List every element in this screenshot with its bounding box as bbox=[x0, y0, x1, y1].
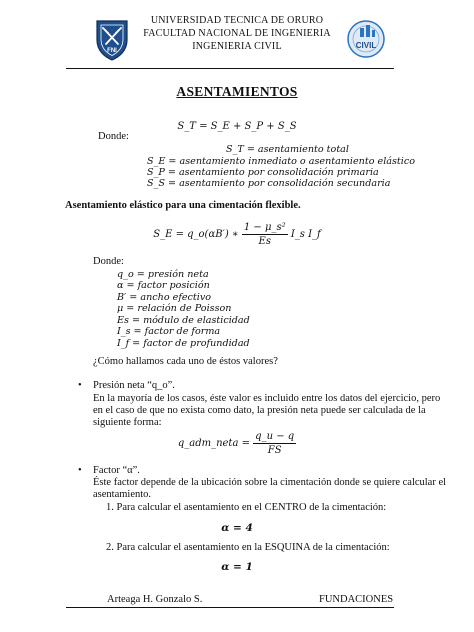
equation-total-settlement: S_T = S_E + S_P + S_S bbox=[177, 121, 297, 132]
header-divider bbox=[66, 68, 394, 69]
equation-alpha-corner: α = 1 bbox=[221, 561, 253, 573]
eq-net-fraction bbox=[253, 431, 296, 456]
bullet-body-line: Éste factor depende de la ubicación sobre la cimentación donde se quiere calcular el bbox=[93, 477, 447, 488]
definition-item: I_s = factor de forma bbox=[117, 326, 221, 337]
bullet-dot: • bbox=[78, 380, 82, 391]
civil-engineering-logo bbox=[346, 18, 386, 60]
bullet-dot: • bbox=[78, 465, 82, 476]
donde-label-1: Donde: bbox=[98, 131, 129, 142]
question-text: ¿Cómo hallamos cada uno de éstos valores? bbox=[93, 356, 278, 367]
bullet-body-line: en el caso de que no exista como dato, la presión neta puede ser calculada de la bbox=[93, 405, 426, 416]
definition-item: S_S = asentamiento por consolidación secundaria bbox=[147, 178, 391, 189]
eq-net-denominator: FS bbox=[267, 445, 282, 456]
eq-elastic-fraction bbox=[242, 222, 288, 247]
eq-elastic-right: I_s I_f bbox=[290, 229, 321, 240]
faculty-name: FACULTAD NACIONAL DE INGENIERIA bbox=[143, 28, 331, 39]
footer-course: FUNDACIONES bbox=[319, 594, 394, 605]
fni-logo-text: FNI bbox=[107, 48, 117, 54]
eq-elastic-denominator: Es bbox=[258, 236, 271, 247]
bullet-title: Factor “α”. bbox=[93, 465, 140, 476]
definition-item: α = factor posición bbox=[117, 280, 210, 291]
bullet-body-line: siguiente forma: bbox=[93, 417, 162, 428]
bullet-body-line: En la mayoría de los casos, éste valor es incluido entre los datos del ejercicio, pero bbox=[93, 393, 441, 404]
footer-author: Arteaga H. Gonzalo S. bbox=[107, 594, 203, 605]
definition-item: q_o = presión neta bbox=[117, 269, 209, 280]
eq-elastic-numerator: 1 − μ_s² bbox=[243, 222, 286, 233]
definition-item: Es = módulo de elasticidad bbox=[117, 315, 250, 326]
bullet-title: Presión neta “q_o”. bbox=[93, 380, 175, 391]
equation-net-pressure bbox=[0, 431, 474, 456]
footer-divider bbox=[66, 607, 394, 608]
numbered-item-2: 2. Para calcular el asentamiento en la ESQUINA de la cimentación: bbox=[106, 542, 390, 553]
numbered-item-1: 1. Para calcular el asentamiento en el CENTRO de la cimentación: bbox=[106, 502, 387, 513]
civil-logo-text: CIVIL bbox=[355, 41, 377, 50]
definition-item: S_P = asentamiento por consolidación primaria bbox=[147, 167, 379, 178]
eq-net-left: q_adm_neta = bbox=[177, 438, 250, 449]
definition-item: B′ = ancho efectivo bbox=[117, 292, 212, 303]
eq-elastic-left: S_E = q_o(αB′) ∗ bbox=[153, 229, 239, 240]
page-title: ASENTAMIENTOS bbox=[176, 84, 298, 99]
equation-alpha-center: α = 4 bbox=[221, 522, 253, 534]
donde-label-2: Donde: bbox=[93, 256, 124, 267]
career-name: INGENIERIA CIVIL bbox=[192, 41, 282, 52]
definition-item: S_E = asentamiento inmediato o asentamiento elástico bbox=[147, 156, 415, 167]
bullet-body-line: asentamiento. bbox=[93, 489, 152, 500]
equation-elastic-settlement bbox=[0, 222, 474, 247]
university-name: UNIVERSIDAD TECNICA DE ORURO bbox=[150, 15, 324, 26]
eq-net-numerator: q_u − q bbox=[255, 431, 295, 442]
definition-item: I_f = factor de profundidad bbox=[117, 338, 250, 349]
section-heading: Asentamiento elástico para una cimentación flexible. bbox=[65, 200, 301, 211]
definition-item: S_T = asentamiento total bbox=[226, 144, 349, 155]
definition-item: μ = relación de Poisson bbox=[117, 303, 232, 314]
